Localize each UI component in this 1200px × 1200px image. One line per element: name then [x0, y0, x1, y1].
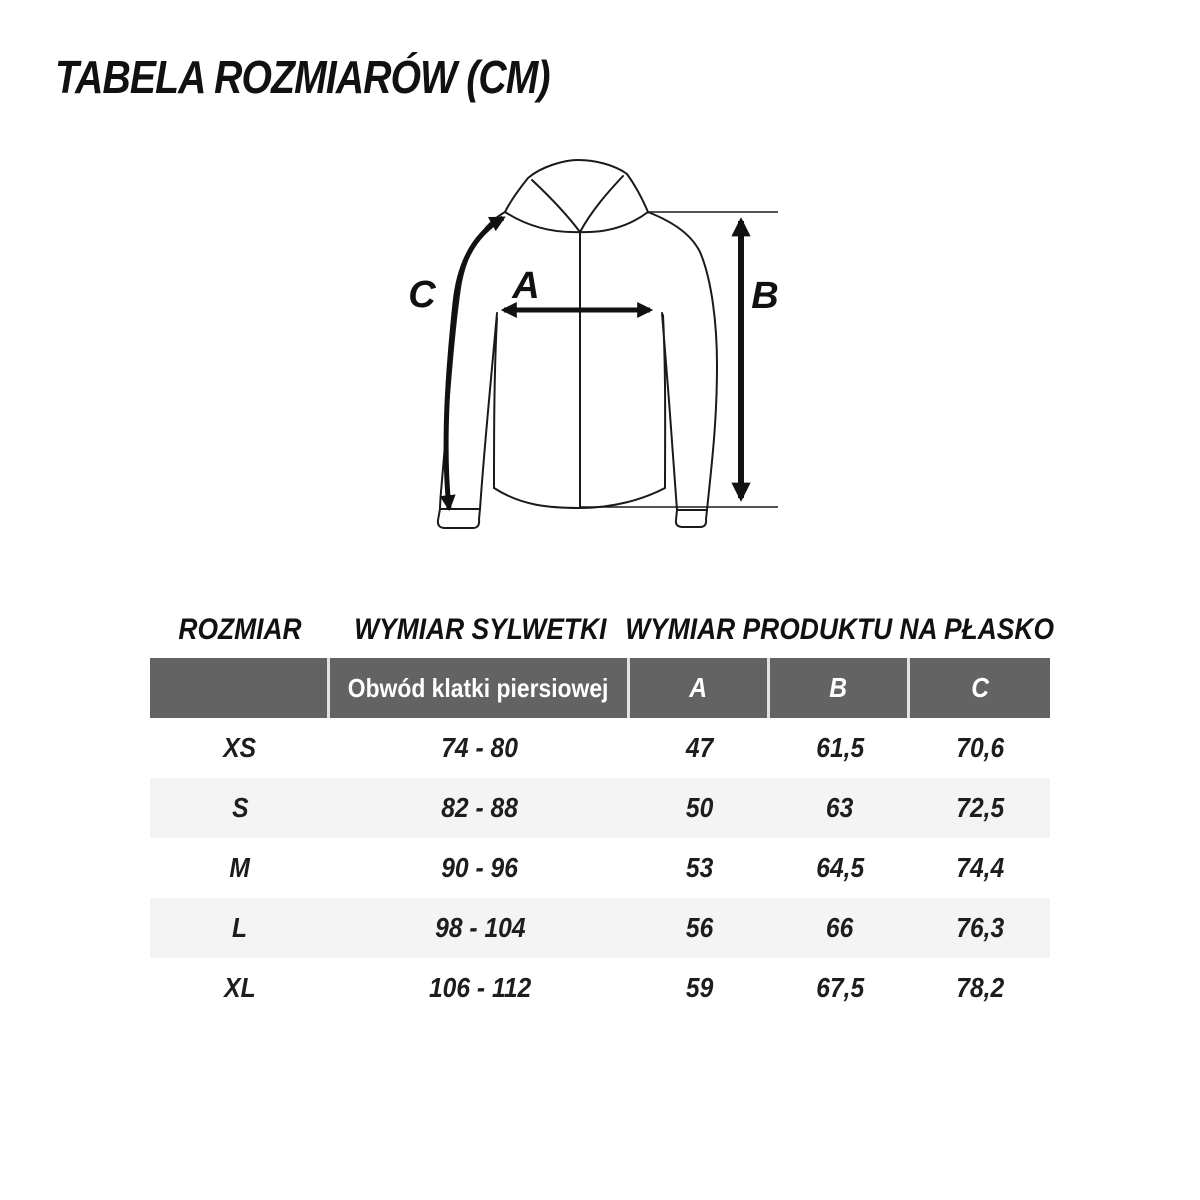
table-body: [150, 718, 1050, 1018]
measure-b-extension-lines: [580, 212, 778, 507]
cell-b: 64,5: [816, 852, 864, 883]
group-header-size: ROZMIAR: [178, 613, 302, 646]
jacket-outline: [438, 160, 717, 528]
cell-chest: 74 - 80: [441, 732, 519, 763]
cell-a: 47: [686, 732, 714, 763]
cell-c: 76,3: [956, 912, 1004, 943]
cell-b: 67,5: [816, 972, 864, 1003]
cell-b: 61,5: [816, 732, 864, 763]
page-title: TABELA ROZMIARÓW (CM): [55, 51, 550, 103]
table-row: [150, 718, 1050, 778]
cell-c: 78,2: [956, 972, 1004, 1003]
header-cell-c: C: [971, 672, 989, 703]
cell-b: 63: [826, 792, 854, 823]
cell-chest: 106 - 112: [428, 972, 532, 1003]
table-row: [150, 778, 1050, 838]
cell-chest: 90 - 96: [441, 852, 519, 883]
measure-b-label: B: [751, 275, 779, 317]
group-header-body-measure: WYMIAR SYLWETKI: [353, 613, 607, 646]
header-cell-b: B: [770, 658, 910, 718]
table-row: [150, 898, 1050, 958]
measure-c-label: C: [408, 274, 436, 316]
jacket-diagram: [370, 140, 830, 570]
table-header-row: [150, 658, 1050, 718]
header-cell-a: A: [630, 658, 770, 718]
cell-a: 59: [686, 972, 714, 1003]
size-table: [150, 608, 1055, 1018]
cell-size: XS: [223, 732, 257, 763]
cell-c: 72,5: [956, 792, 1004, 823]
cell-chest: 82 - 88: [441, 792, 519, 823]
header-cell-chest: Obwód klatki piersiowej: [330, 658, 630, 718]
table-group-headers: [150, 608, 1055, 652]
cell-a: 50: [686, 792, 714, 823]
cell-a: 56: [686, 912, 714, 943]
cell-a: 53: [686, 852, 714, 883]
cell-size: XL: [224, 972, 256, 1003]
cell-chest: 98 - 104: [434, 912, 526, 943]
cell-size: S: [231, 792, 249, 823]
cell-c: 74,4: [956, 852, 1004, 883]
cell-c: 70,6: [956, 732, 1004, 763]
header-cell-size: [150, 658, 330, 718]
table-row: [150, 958, 1050, 1018]
cell-b: 66: [826, 912, 854, 943]
cell-size: M: [229, 852, 251, 883]
measure-a-label: A: [512, 265, 540, 307]
cell-size: L: [232, 912, 248, 943]
table-row: [150, 838, 1050, 898]
group-header-flat-measure: WYMIAR PRODUKTU NA PŁASKO: [625, 613, 1055, 646]
